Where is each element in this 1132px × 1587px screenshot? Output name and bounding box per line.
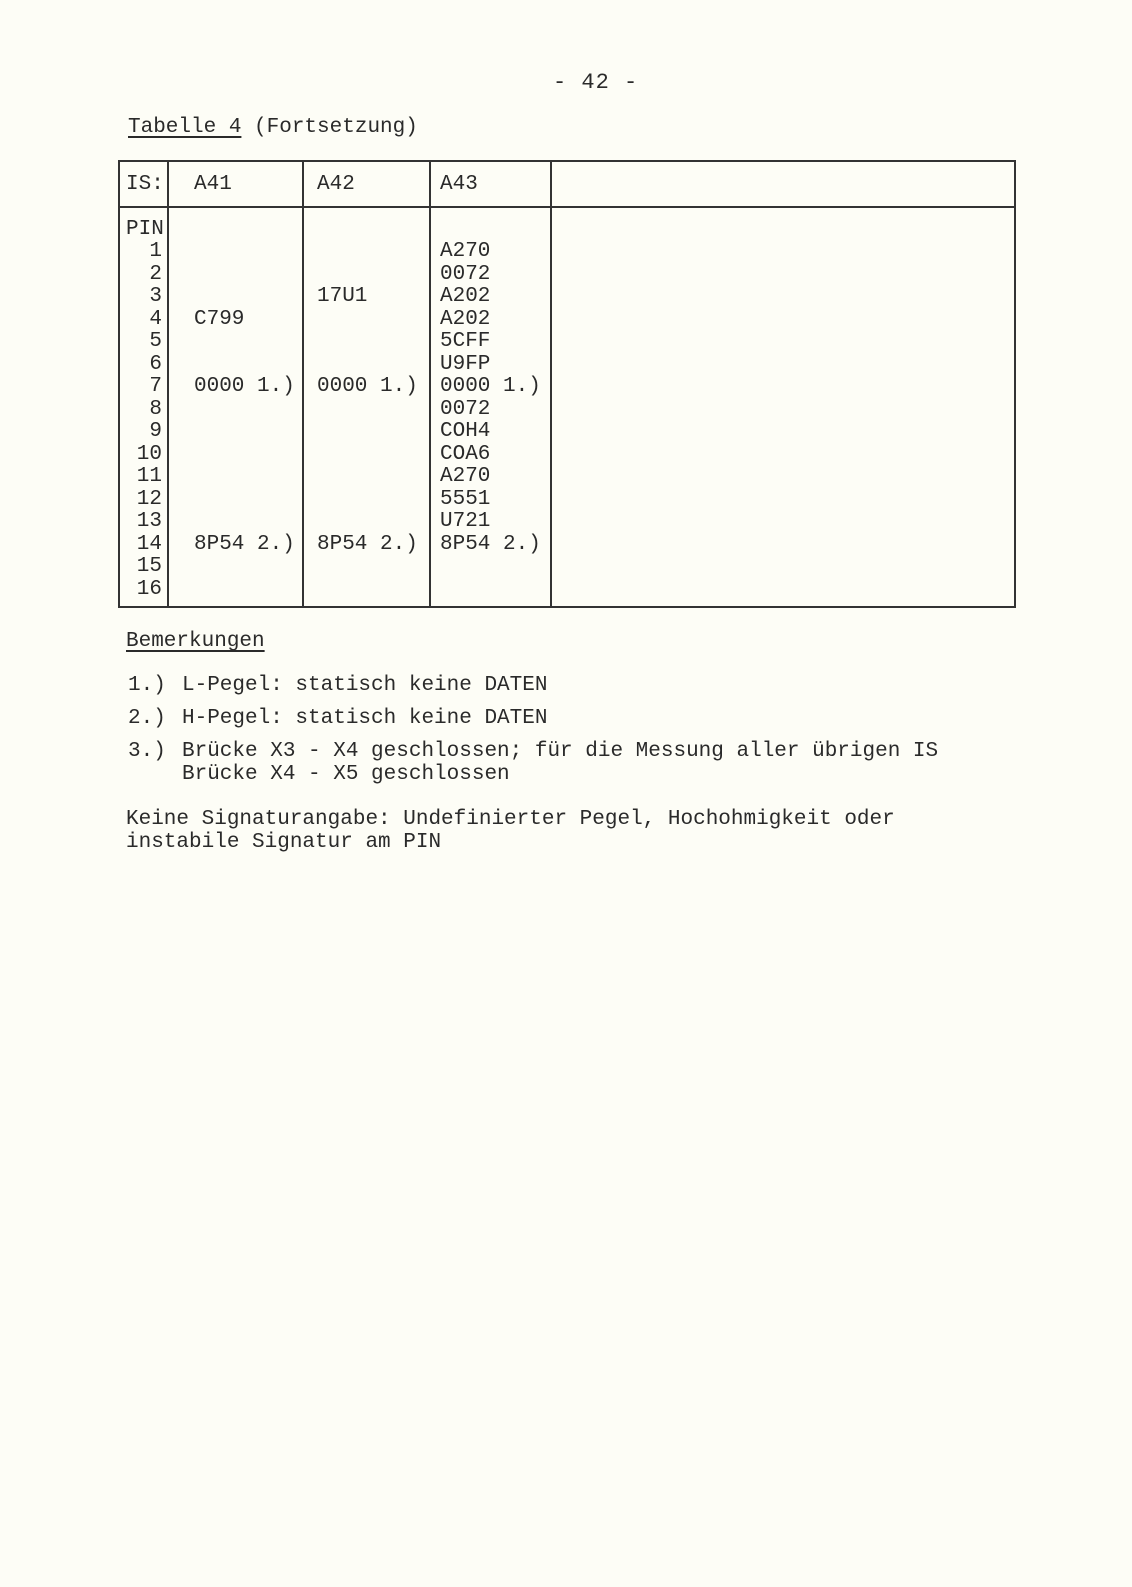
cell-a42-pin-11 [317, 466, 418, 489]
cell-a42-pin-1 [317, 241, 418, 264]
remark-text-line: Brücke X3 - X4 geschlossen; für die Messung aller übrigen IS [182, 740, 939, 763]
cell-a43-pin-6: U9FP [440, 352, 491, 376]
cell-a41-pin-6 [194, 354, 295, 377]
cell-a43-pin-1: A270 [440, 240, 491, 263]
cell-a43-pin-7: 0000 1.) [440, 375, 541, 398]
remark-number: 2.) [128, 707, 166, 730]
cell-a41-pin-11 [194, 466, 295, 489]
remark-text [182, 740, 938, 786]
cell-a42-pin-13 [317, 511, 418, 534]
column-a41-values [194, 241, 295, 601]
table-header-a41: A41 [194, 173, 232, 196]
table-header-a42: A42 [317, 173, 355, 196]
cell-a41-pin-5 [194, 331, 295, 354]
remark-text: L-Pegel: statisch keine DATEN [182, 674, 548, 697]
column-a42-values [317, 241, 418, 601]
cell-a43-pin-5: 5CFF [440, 330, 491, 353]
cell-a42-pin-15 [317, 556, 418, 579]
pin-number: 2 [149, 262, 162, 286]
pin-label: PIN [126, 218, 164, 241]
remark-number: 3.) [128, 740, 166, 763]
pin-number: 10 [136, 442, 162, 466]
cell-a43-pin-3: A202 [440, 285, 491, 308]
cell-a42-pin-6 [317, 354, 418, 377]
pin-number: 11 [136, 465, 162, 488]
cell-a42-pin-3: 17U1 [317, 285, 368, 308]
cell-a41-pin-9 [194, 421, 295, 444]
pin-number: 6 [149, 352, 162, 376]
table-header-a43: A43 [440, 173, 478, 196]
remark-text-line: Brücke X4 - X5 geschlossen [182, 763, 510, 786]
cell-a41-pin-10 [194, 444, 295, 467]
cell-a42-pin-7: 0000 1.) [317, 375, 418, 398]
pin-number: 5 [149, 330, 162, 353]
cell-a41-pin-14: 8P54 2.) [194, 532, 295, 556]
remark-3 [128, 740, 938, 786]
cell-a41-pin-2 [194, 264, 295, 287]
remarks-heading: Bemerkungen [126, 630, 265, 653]
pin-number: 13 [136, 510, 162, 533]
pin-number: 7 [149, 375, 162, 398]
cell-a43-pin-14: 8P54 2.) [440, 532, 541, 556]
pin-number: 4 [149, 307, 162, 331]
cell-a42-pin-14: 8P54 2.) [317, 532, 418, 556]
cell-a43-pin-13: U721 [440, 510, 491, 533]
cell-a43-pin-10: COA6 [440, 442, 491, 466]
signature-note-line: Keine Signaturangabe: Undefinierter Pegel, Hochohmigkeit oder [126, 808, 895, 831]
cell-a41-pin-8 [194, 399, 295, 422]
cell-a42-pin-8 [317, 399, 418, 422]
cell-a41-pin-3 [194, 286, 295, 309]
signature-note [126, 808, 895, 854]
table-header-is: IS: [126, 173, 164, 196]
pin-number: 9 [149, 420, 162, 443]
cell-a41-pin-7: 0000 1.) [194, 375, 295, 398]
cell-a42-pin-5 [317, 331, 418, 354]
pin-number: 1 [149, 240, 162, 263]
table-column-divider [302, 162, 304, 606]
cell-a42-pin-16 [317, 579, 418, 602]
signature-table [118, 160, 1016, 608]
cell-a41-pin-4: C799 [194, 307, 245, 331]
cell-a43-pin-8: 0072 [440, 397, 491, 421]
cell-a41-pin-12 [194, 489, 295, 512]
remark-text: H-Pegel: statisch keine DATEN [182, 707, 548, 730]
table-column-divider [429, 162, 431, 606]
remark-number: 1.) [128, 674, 166, 697]
cell-a43-pin-2: 0072 [440, 262, 491, 286]
cell-a42-pin-9 [317, 421, 418, 444]
table-caption [128, 116, 418, 139]
table-column-divider [167, 162, 169, 606]
table-column-divider [550, 162, 552, 606]
signature-note-line: instabile Signatur am PIN [126, 831, 442, 854]
pin-number: 8 [149, 397, 162, 421]
table-caption-suffix: (Fortsetzung) [241, 116, 418, 139]
remark-1 [128, 674, 547, 697]
cell-a41-pin-13 [194, 511, 295, 534]
cell-a43-pin-9: COH4 [440, 420, 491, 443]
table-header-divider [120, 206, 1014, 208]
pin-number: 3 [149, 285, 162, 308]
cell-a43-pin-16 [440, 579, 541, 602]
pin-number: 14 [136, 532, 162, 556]
pin-number-column [126, 241, 162, 601]
cell-a42-pin-2 [317, 264, 418, 287]
pin-number: 16 [136, 577, 162, 601]
cell-a43-pin-15 [440, 556, 541, 579]
cell-a43-pin-12: 5551 [440, 487, 491, 511]
cell-a42-pin-12 [317, 489, 418, 512]
page-number: - 42 - [553, 70, 639, 95]
cell-a43-pin-4: A202 [440, 307, 491, 331]
cell-a41-pin-1 [194, 241, 295, 264]
pin-number: 15 [136, 555, 162, 578]
cell-a42-pin-10 [317, 444, 418, 467]
cell-a41-pin-15 [194, 556, 295, 579]
pin-number: 12 [136, 487, 162, 511]
column-a43-values [440, 241, 541, 601]
cell-a41-pin-16 [194, 579, 295, 602]
table-caption-title: Tabelle 4 [128, 116, 242, 139]
remark-2 [128, 707, 547, 730]
cell-a42-pin-4 [317, 309, 418, 332]
cell-a43-pin-11: A270 [440, 465, 491, 488]
